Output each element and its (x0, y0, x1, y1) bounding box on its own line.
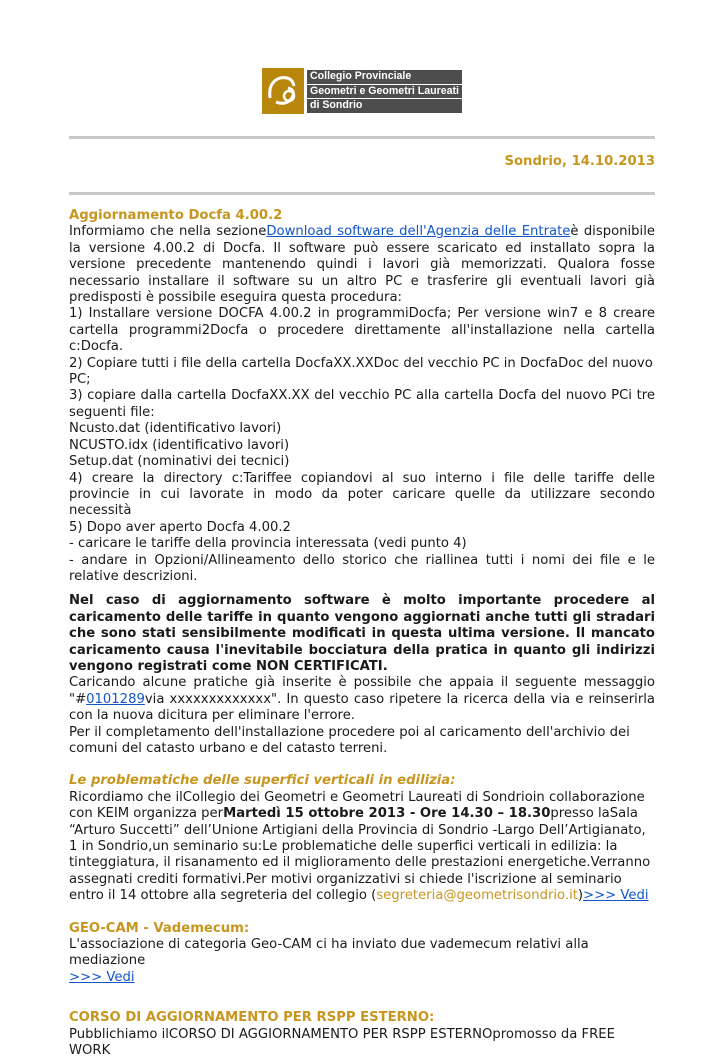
error-code-link[interactable]: 0101289 (86, 691, 145, 707)
docfa-message-text: Caricando alcune pratiche già inserite è possibile che appaia il seguente messaggio "# (69, 675, 655, 707)
section-title-rspp: CORSO DI AGGIORNAMENTO PER RSPP ESTERNO: (69, 1010, 435, 1026)
spacer (69, 757, 655, 773)
docfa-step: 5) Dopo aver aperto Docfa 4.00.2 (69, 519, 291, 535)
docfa-step: - andare in Opzioni/Allineamento dello storico che riallinea tutti i nomi dei file e le relative descrizioni. (69, 552, 655, 584)
docfa-intro-text: Informiamo che nella sezione (69, 224, 267, 240)
logo-text (307, 70, 462, 114)
docfa-intro-text-cont: è disponibile la versione 4.00.2 di Docfa. Il software può essere scaricato ed installato sopra la versione precedente mantenendo quindi i lavori già memorizzati. Qualora fosse necessario installare il software su un altro PC e trasferire gli eventuali lavori già predisposti è possibile eseguira questa procedura: (69, 224, 655, 306)
docfa-intro (69, 224, 655, 306)
logo-line: Geometri e Geometri Laureati (307, 85, 462, 99)
spacer (69, 1002, 655, 1010)
docfa-step: 2) Copiare tutti i file della cartella DocfaXX.XXDoc del vecchio PC in DocfaDoc del nuovo PC; (69, 355, 653, 388)
geocam-link-row (69, 970, 655, 986)
date-divider (69, 192, 655, 195)
docfa-step: 4) creare la directory c:Tariffee copiandovi al suo interno i file delle tariffe delle provincie in cui lavorate in modo da poter caricare quelle da utilizzare secondo necessità (69, 470, 655, 519)
docfa-step: 3) copiare dalla cartella DocfaXX.XX del vecchio PC alla cartella Docfa del nuovo PCi tre seguenti file: (69, 388, 655, 420)
college-logo (262, 68, 462, 114)
geocam-text: L'associazione di categoria Geo-CAM ci ha inviato due vademecum relativi alla mediazione (69, 937, 589, 969)
superfici-text-c: ) (577, 888, 584, 904)
superfici-text-b: presso laSala “Arturo Succetti” dell’Unione Artigiani della Provincia di Sondrio -Largo Dell’Artigianato, 1 in Sondrio,un seminario su:Le problematiche delle superfici verticali in edilizia: la tinteggiatura, il risanamento ed il miglioramento delle prestazioni energetiche.Verranno assegnati crediti formativi.Per motivi organizzativi si chiede l'iscrizione al seminario entro il 14 ottobre alla segreteria del collegio ( (69, 806, 651, 904)
superfici-text-a: Ricordiamo che ilCollegio dei Geometri e Geometri Laureati di Sondrioin collaborazione con KEIM organizza per (69, 789, 645, 822)
document-body (69, 208, 655, 1060)
spacer (69, 905, 655, 921)
docfa-step: 1) Installare versione DOCFA 4.00.2 in programmiDocfa; Per versione win7 e 8 creare cartella programmi2Docfa o procedere direttamente all'installazione nella cartella c:Docfa. (69, 306, 655, 355)
section-title-docfa: Aggiornamento Docfa 4.00.2 (69, 208, 283, 223)
superfici-vedi-link[interactable]: >>> Vedi (583, 888, 649, 904)
docfa-message-text-cont: via xxxxxxxxxxxxx". In questo caso ripetere la ricerca della via e reinserirla con la nuova dicitura per eliminare l'errore. (69, 691, 655, 724)
logo-line: di Sondrio (307, 99, 462, 113)
logo-mark (262, 68, 304, 114)
docfa-step: - caricare le tariffe della provincia interessata (vedi punto 4) (69, 536, 467, 552)
section-title-superfici: Le problematiche delle superfici verticali in edilizia: (69, 773, 456, 789)
section-title-geocam: GEO-CAM - Vademecum: (69, 920, 250, 936)
docfa-final: Per il completamento dell'installazione procedere poi al caricamento dell'archivio dei comuni del catasto urbano e del catasto terreni. (69, 724, 630, 756)
spacer (69, 986, 655, 1002)
top-divider (69, 136, 655, 139)
geocam-vedi-link[interactable]: >>> Vedi (69, 969, 135, 985)
document-date: Sondrio, 14.10.2013 (504, 154, 655, 169)
rspp-text: Pubblichiamo ilCORSO DI AGGIORNAMENTO PER RSPP ESTERNOpromosso da FREE WORK (69, 1026, 615, 1059)
secretary-email[interactable]: segreteria@geometrisondrio.it (376, 888, 578, 904)
superfici-text (69, 790, 655, 905)
docfa-file: NCUSTO.idx (identificativo lavori) (69, 437, 290, 453)
logo-line: Collegio Provinciale (307, 70, 462, 84)
docfa-warning: Nel caso di aggiornamento software è molto importante procedere al caricamento delle tariffe in quanto vengono aggiornati anche tutti gli stradari che sono stati sensibilmente modificati in questa ultima versione. Il mancato caricamento causa l'inevitabile bocciatura della pratica in quanto gli indirizzi vengono registrati come NON CERTIFICATI. (69, 593, 655, 674)
agenzia-download-link[interactable]: Download software dell'Agenzia delle Entrate (266, 224, 571, 240)
docfa-file: Setup.dat (nominativi dei tecnici) (69, 454, 290, 470)
seminar-date: Martedì 15 ottobre 2013 - Ore 14.30 – 18.30 (223, 806, 551, 822)
docfa-message (69, 675, 655, 724)
docfa-file: Ncusto.dat (identificativo lavori) (69, 421, 282, 437)
